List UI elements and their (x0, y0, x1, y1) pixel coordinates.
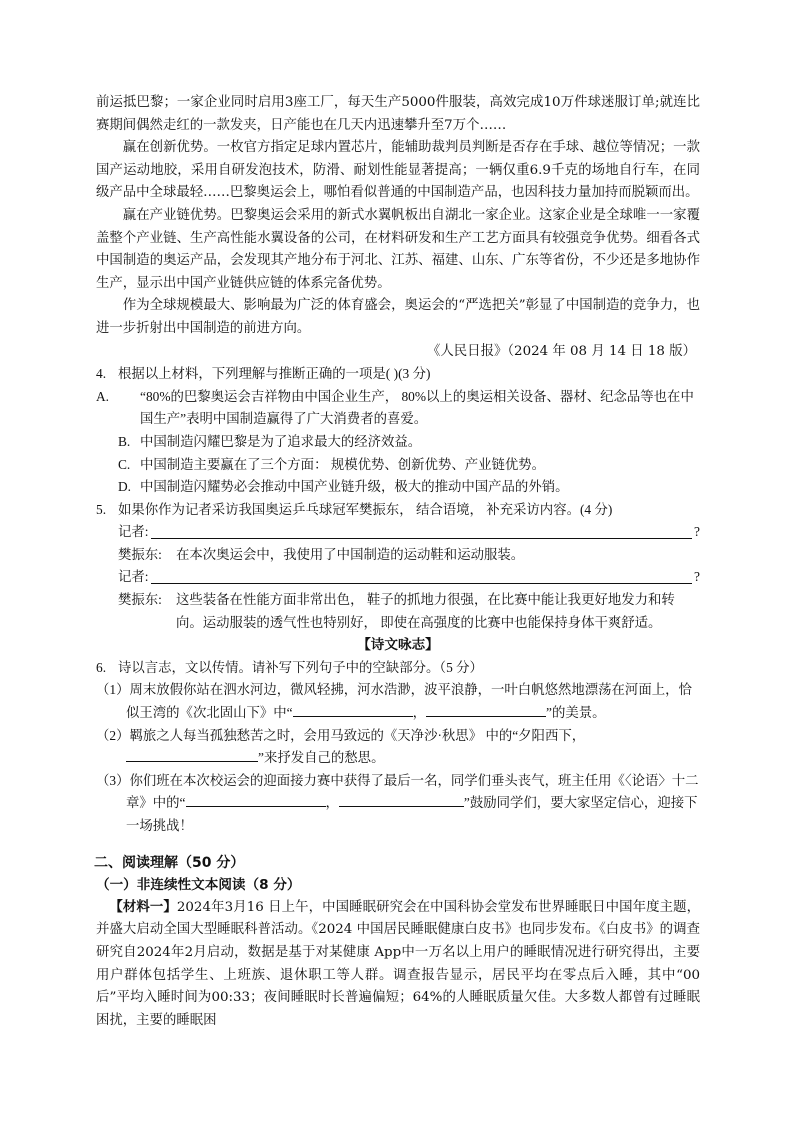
fan-label: 樊振东: (118, 546, 162, 562)
poetry-item-1-tail: ”的美景。 (546, 705, 606, 721)
question-4-option-a[interactable] (96, 386, 700, 431)
reporter-label: 记者: (118, 569, 149, 585)
poetry-item-2-tail: ”来抒发自己的愁思。 (258, 750, 385, 766)
option-label: D. (118, 479, 132, 495)
reporter-label: 记者: (118, 524, 149, 540)
passage-paragraph-2: 赢在创新优势。一枚官方指定足球内置芯片，能辅助裁判员判断是否存在手球、越位等情况；一款国产运动地胶，采用自研发泡技术，防滑、耐划性能显著提高；一辆仅重6.9千克的场地自行车，在同级产品中全球最轻……巴黎奥运会上，哪怕看似普通的中国制造产品，也因科技力量加持而脱颖而出。 (96, 140, 700, 201)
interview-reporter-line-2 (96, 566, 700, 589)
section-2-subtitle: （一）非连续性文本阅读（8 分） (96, 877, 301, 894)
question-5-number: 5. (96, 501, 107, 517)
question-5-stem (96, 499, 700, 522)
poetry-item-1-text: （1）周末放假你站在泗水河边，微风轻拂，河水浩渺，波平浪静，一叶白帆悠然地漂荡在河面上，恰似王湾的《次北固山下》中“ (96, 682, 692, 721)
material-1-text: 2024年3月16 日上午，中国睡眠研究会在中国科协会堂发布世界睡眠日中国年度主题，并盛大启动全国大型睡眠科普活动。《2024 中国居民睡眠健康白皮书》也同步发布。《白皮书》的调查研究自2024年2月启动，数据是基于对某健康 App中一万名以上用户的睡眠情况进行研究得出，主要用户群体包括学生、上班族、退休职工等人群。调查报告显示，居民平均在零点后入睡，其中“00后”平均入睡时间为00:33；夜间睡眠时长普遍偏短；64%的人睡眠质量欠佳。大多数人都曾有过睡眠困扰，主要的睡眠困 (96, 899, 700, 1028)
question-5-text: 如果你作为记者采访我国奥运乒乓球冠军樊振东， 结合语境， 补充采访内容。(4 分) (118, 501, 613, 517)
section-2-title: 二、阅读理解（50 分） (94, 854, 245, 871)
poetry-item-2-text: （2）羁旅之人每当孤独愁苦之时，会用马致远的《天净沙·秋思》 中的“夕阳西下， (96, 727, 586, 743)
material-1-paragraph (96, 897, 700, 1033)
poetry-blank-1a[interactable] (293, 702, 413, 717)
fan-label: 樊振东: (118, 592, 162, 608)
option-label: A. (96, 388, 110, 404)
interview-fan-line-2 (96, 589, 700, 634)
interview-fan-line-1 (96, 544, 700, 567)
question-6-text: 诗以言志，文以传情。请补写下列句子中的空缺部分。（5 分） (118, 659, 483, 675)
passage-paragraph-1: 前运抵巴黎；一家企业同时启用3座工厂，每天生产5000件服装，高效完成10万件球迷服订单;就连比赛期间偶然走红的一款发夹，日产能也在几天内迅速攀升至7万个…… (96, 95, 700, 133)
question-4-option-b[interactable] (96, 431, 700, 454)
option-text: 中国制造闪耀势必会推动中国产业链升级，极大的推动中国产品的外销。 (140, 479, 569, 495)
question-6-stem (96, 657, 700, 680)
option-text: “80%的巴黎奥运会吉祥物由中国企业生产， 80%以上的奥运相关设备、器材、纪念品等也在中国生产”表明中国制造赢得了广大消费者的喜爱。 (140, 388, 694, 427)
question-4-option-d[interactable] (96, 476, 700, 499)
poetry-blank-3b[interactable] (339, 792, 464, 807)
poetry-section-heading: 【诗文咏志】 (357, 637, 439, 654)
poetry-item-1 (96, 679, 700, 724)
passage-paragraph-4: 作为全球规模最大、影响最为广泛的体育盛会，奥运会的“严选把关”彰显了中国制造的竞争力，也进一步折射出中国制造的前进方向。 (96, 298, 700, 336)
interview-reporter-line-1 (96, 521, 700, 544)
poetry-item-2 (96, 725, 700, 770)
question-4-stem (96, 363, 700, 386)
poetry-blank-1b[interactable] (426, 702, 546, 717)
option-label: C. (118, 456, 131, 472)
material-1-label: 【材料一】 (109, 899, 177, 915)
question-4-text: 根据以上材料，下列理解与推断正确的一项是( )(3 分) (118, 366, 431, 382)
exam-page (96, 92, 700, 1032)
option-text: 中国制造主要赢在了三个方面： 规模优势、创新优势、产业链优势。 (140, 456, 546, 472)
fan-answer-2: 这些装备在性能方面非常出色， 鞋子的抓地力很强，在比赛中能让我更好地发力和转向。运动服装的透气性也特别好， 即使在高强度的比赛中也能保持身体干爽舒适。 (176, 592, 675, 630)
reporter-answer-blank-1[interactable] (151, 521, 693, 539)
question-mark: ? (694, 524, 700, 540)
poetry-blank-3a[interactable] (186, 792, 326, 807)
poetry-item-3 (96, 770, 700, 838)
option-label: B. (118, 433, 131, 449)
question-4-option-c[interactable] (96, 454, 700, 477)
question-mark: ? (694, 569, 700, 585)
question-6-number: 6. (96, 659, 107, 675)
poetry-item-3-tail: ”鼓励同学们，要大家坚定信心，迎接下一场挑战！ (126, 795, 698, 833)
option-text: 中国制造闪耀巴黎是为了追求最大的经济效益。 (140, 433, 422, 449)
passage-paragraph-3: 赢在产业链优势。巴黎奥运会采用的新式水翼帆板出自湖北一家企业。这家企业是全球唯一一家覆盖整个产业链、生产高性能水翼设备的公司，在材料研发和生产工艺方面具有较强竞争优势。细看各式中国制造的奥运产品，会发现其产地分布于河北、江苏、福建、山东、广东等省份，不少还是多地协作生产，显示出中国产业链供应链的体系完备优势。 (96, 207, 700, 291)
poetry-item-1-comma: ， (412, 705, 427, 721)
fan-answer-1: 在本次奥运会中，我使用了中国制造的运动鞋和运动服装。 (176, 546, 525, 562)
reporter-answer-blank-2[interactable] (151, 566, 693, 584)
poetry-item-3-comma: ， (325, 795, 339, 811)
poetry-item-3-text: （3）你们班在本次校运会的迎面接力赛中获得了最后一名，同学们垂头丧气，班主任用《〈论语〉十二章》中的“ (96, 772, 699, 811)
poetry-blank-2[interactable] (126, 747, 258, 762)
passage-citation: 《人民日报》（2024 年 08 月 14 日 18 版） (427, 343, 696, 359)
question-4-number: 4. (96, 366, 107, 382)
